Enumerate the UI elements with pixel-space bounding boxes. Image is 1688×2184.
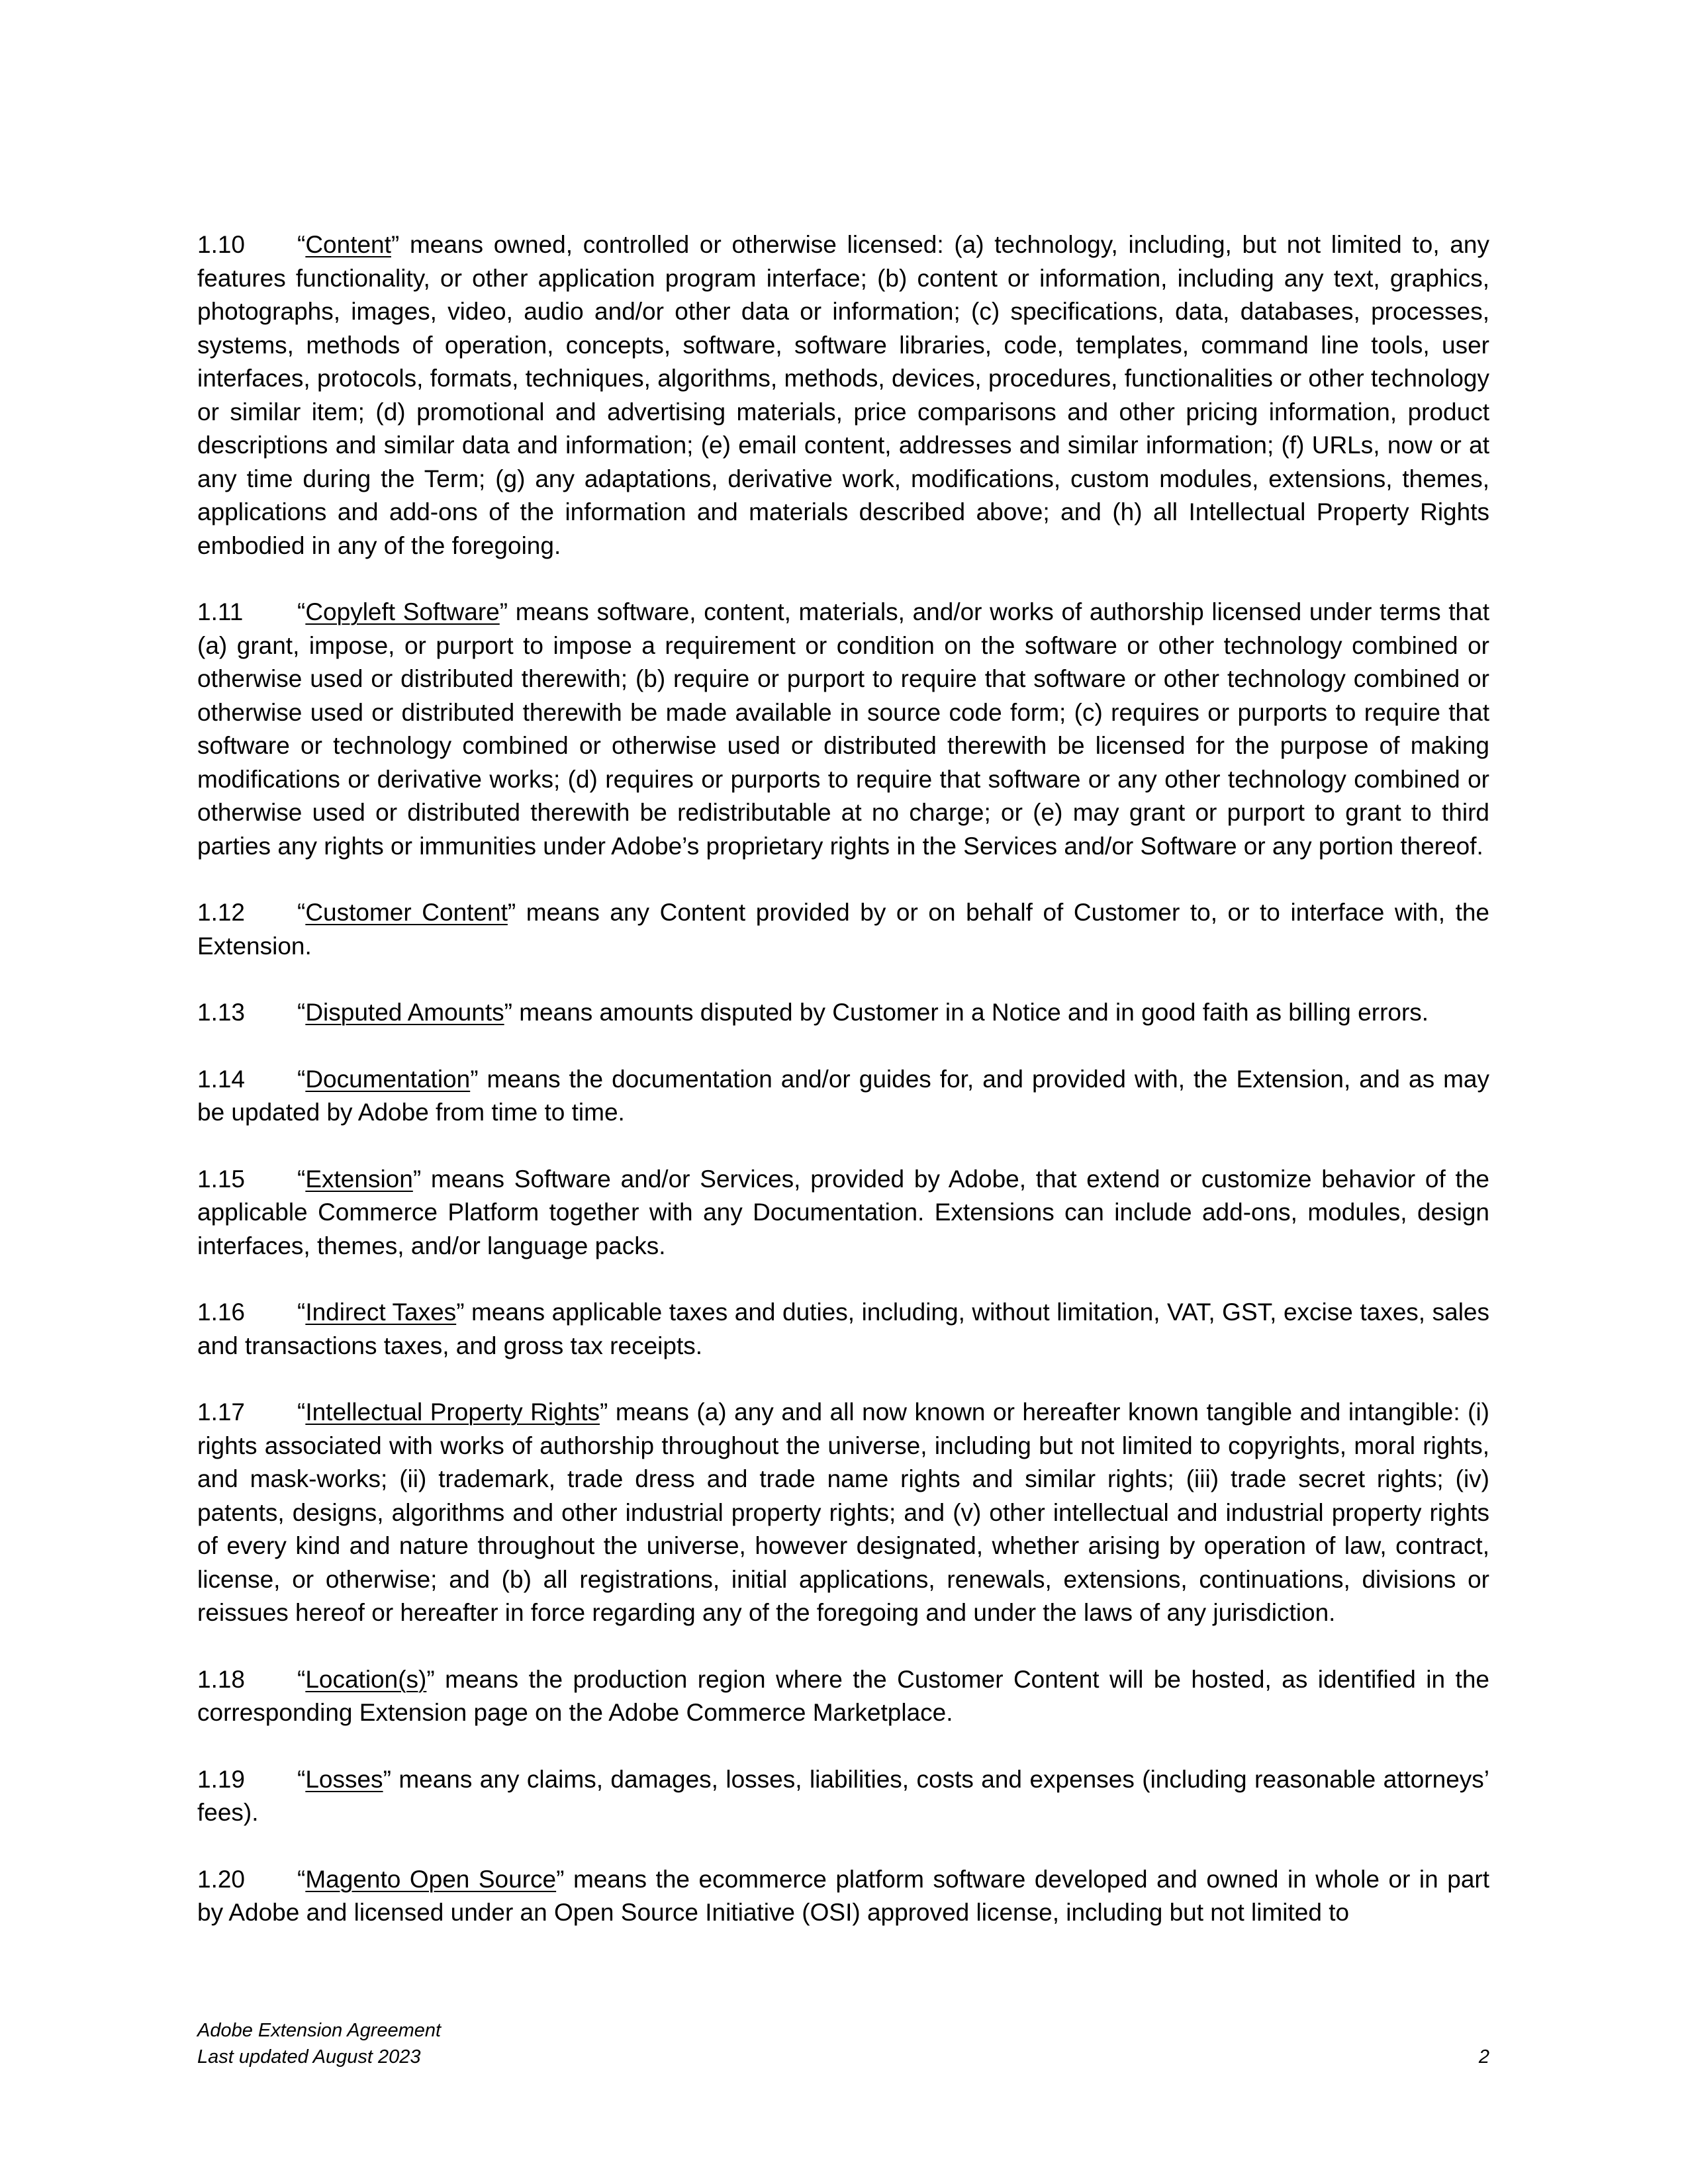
defined-term-customer-content: Customer Content: [305, 899, 508, 926]
clause-1-11: [197, 596, 1489, 863]
clause-number: 1.15: [197, 1165, 246, 1193]
defined-term-disputed-amounts: Disputed Amounts: [305, 999, 504, 1026]
defined-term-intellectual-property-rights: Intellectual Property Rights: [305, 1398, 600, 1426]
clause-1-16: [197, 1296, 1489, 1363]
defined-term-documentation: Documentation: [305, 1065, 471, 1093]
page-number: 2: [1478, 2046, 1489, 2068]
clause-text: ” means software, content, materials, and/or works of authorship licensed under terms that (a) grant, impose, or purport to impose a requirement or condition on the software or other technology combined or otherwise used or distributed therewith; (b) require or purport to require that software or other technology combined or otherwise used or distributed therewith be made available in source code form; (c) requires or purports to require that software or technology combined or otherwise used or distributed therewith be licensed for the purpose of making modifications or derivative works; (d) requires or purports to require that software or any other technology combined or otherwise used or distributed therewith be redistributable at no charge; or (e) may grant or purport to grant to third parties any rights or immunities under Adobe’s proprietary rights in the Services and/or Software or any portion thereof.: [197, 598, 1489, 860]
document-body: [197, 228, 1489, 1963]
open-quote: “: [297, 1765, 306, 1793]
defined-term-locations: Location(s): [305, 1665, 427, 1693]
open-quote: “: [297, 899, 306, 926]
clause-number: 1.18: [197, 1665, 246, 1693]
open-quote: “: [297, 1065, 306, 1093]
page-footer: [197, 2017, 441, 2070]
clause-text: ” means any Content provided by or on behalf of Customer to, or to interface with, the Extension.: [197, 899, 1489, 960]
clause-1-19: [197, 1763, 1489, 1830]
defined-term-copyleft-software: Copyleft Software: [305, 598, 500, 625]
clause-text: ” means applicable taxes and duties, including, without limitation, VAT, GST, excise taxes, sales and transactions taxes, and gross tax receipts.: [197, 1298, 1489, 1359]
open-quote: “: [297, 999, 306, 1026]
clause-1-15: [197, 1163, 1489, 1263]
clause-1-13: [197, 996, 1489, 1030]
clause-text: ” means the documentation and/or guides for, and provided with, the Extension, and as may be updated by Adobe from time to time.: [197, 1065, 1489, 1126]
open-quote: “: [297, 1398, 306, 1426]
defined-term-indirect-taxes: Indirect Taxes: [305, 1298, 457, 1326]
clause-text: ” means Software and/or Services, provided by Adobe, that extend or customize behavior of the applicable Commerce Platform together with any Documentation. Extensions can include add-ons, modules, design interfaces, themes, and/or language packs.: [197, 1165, 1489, 1259]
clause-number: 1.11: [197, 598, 244, 625]
clause-text: ” means amounts disputed by Customer in a Notice and in good faith as billing errors.: [504, 999, 1429, 1026]
defined-term-content: Content: [305, 231, 391, 258]
clause-1-12: [197, 896, 1489, 963]
clause-number: 1.20: [197, 1865, 246, 1893]
clause-1-20: [197, 1863, 1489, 1930]
open-quote: “: [297, 598, 306, 625]
clause-text: ” means owned, controlled or otherwise licensed: (a) technology, including, but not limited to, any features functionality, or other application program interface; (b) content or information, including any text, graphics, photographs, images, video, audio and/or other data or information; (c) specifications, data, databases, processes, systems, methods of operation, concepts, software, software libraries, code, templates, command line tools, user interfaces, protocols, formats, techniques, algorithms, methods, devices, procedures, functionalities or other technology or similar item; (d) promotional and advertising materials, price comparisons and other pricing information, product descriptions and similar data and information; (e) email content, addresses and similar information; (f) URLs, now or at any time during the Term; (g) any adaptations, derivative work, modifications, custom modules, extensions, themes, applications and add-ons of the information and materials described above; and (h) all Intellectual Property Rights embodied in any of the foregoing.: [197, 231, 1489, 559]
open-quote: “: [297, 1298, 306, 1326]
clause-text: ” means the ecommerce platform software developed and owned in whole or in part by Adobe and licensed under an Open Source Initiative (OSI) approved license, including but not limited to: [197, 1865, 1489, 1926]
defined-term-extension: Extension: [305, 1165, 413, 1193]
clause-number: 1.17: [197, 1398, 246, 1426]
clause-1-14: [197, 1063, 1489, 1130]
clause-1-18: [197, 1663, 1489, 1730]
clause-number: 1.16: [197, 1298, 246, 1326]
open-quote: “: [297, 1665, 306, 1693]
clause-text: ” means the production region where the Customer Content will be hosted, as identified in the corresponding Extension page on the Adobe Commerce Marketplace.: [197, 1665, 1489, 1726]
defined-term-losses: Losses: [305, 1765, 383, 1793]
clause-1-10: [197, 228, 1489, 563]
clause-number: 1.14: [197, 1065, 246, 1093]
clause-1-17: [197, 1396, 1489, 1630]
open-quote: “: [297, 231, 306, 258]
clause-number: 1.13: [197, 999, 246, 1026]
footer-document-title: Adobe Extension Agreement: [197, 2020, 442, 2041]
defined-term-magento-open-source: Magento Open Source: [305, 1865, 557, 1893]
clause-number: 1.12: [197, 899, 246, 926]
footer-last-updated: Last updated August 2023: [197, 2046, 421, 2068]
clause-text: ” means (a) any and all now known or hereafter known tangible and intangible: (i) rights associated with works of authorship throughout the universe, including but not limited to copyrights, moral rights, and mask-works; (ii) trademark, trade dress and trade name rights and similar rights; (iii) trade secret rights; (iv) patents, designs, algorithms and other industrial property rights; and (v) other intellectual and industrial property rights of every kind and nature throughout the universe, however designated, whether arising by operation of law, contract, license, or otherwise; and (b) all registrations, initial applications, renewals, extensions, continuations, divisions or reissues hereof or hereafter in force regarding any of the foregoing and under the laws of any jurisdiction.: [197, 1398, 1489, 1626]
clause-text: ” means any claims, damages, losses, liabilities, costs and expenses (including reasonable attorneys’ fees).: [197, 1765, 1489, 1826]
open-quote: “: [297, 1865, 306, 1893]
open-quote: “: [297, 1165, 306, 1193]
clause-number: 1.19: [197, 1765, 246, 1793]
clause-number: 1.10: [197, 231, 246, 258]
